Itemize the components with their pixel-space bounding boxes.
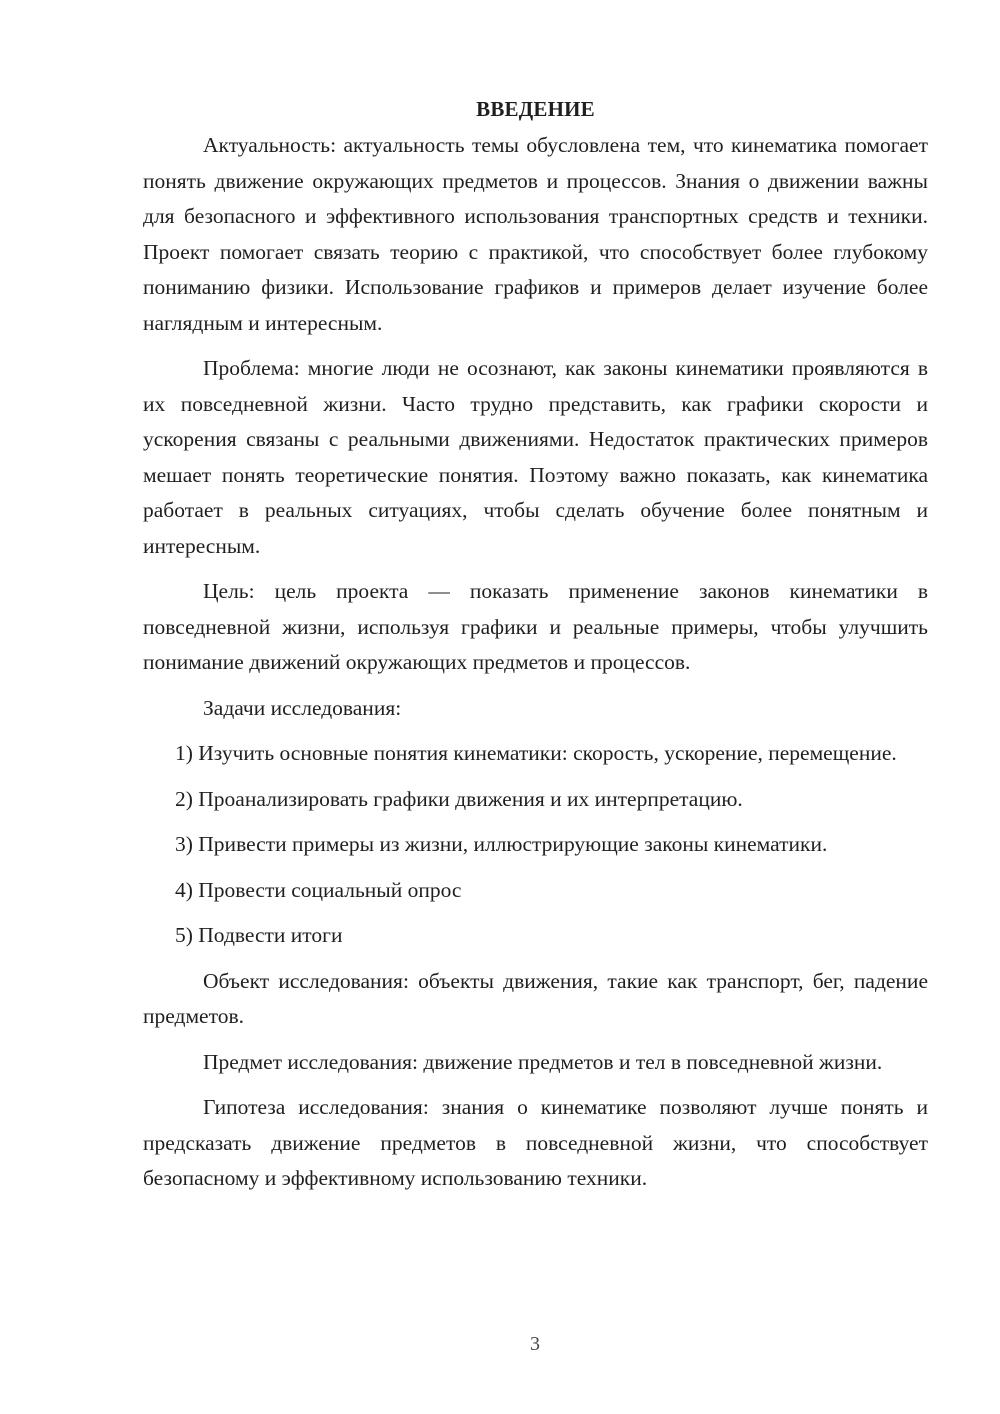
- paragraph-subject: Предмет исследования: движение предметов и тел в повседневной жизни.: [203, 1049, 883, 1074]
- document-page: [143, 92, 928, 1207]
- paragraph-goal: Цель: цель проекта — показать применение законов кинематики в повседневной жизни, используя графики и реальные примеры, чтобы улучшить понимание движений окружающих предметов и процессов.: [143, 579, 928, 674]
- list-item: 3) Привести примеры из жизни, иллюстрирующие законы кинематики.: [175, 832, 828, 856]
- list-item: 1) Изучить основные понятия кинематики: скорость, ускорение, перемещение.: [175, 741, 897, 765]
- paragraph-hypothesis: Гипотеза исследования: знания о кинематике позволяют лучше понять и предсказать движение предметов в повседневной жизни, что способствует безопасному и эффективному использованию техники.: [143, 1095, 928, 1190]
- paragraph-problem: Проблема: многие люди не осознают, как законы кинематики проявляются в их повседневной жизни. Часто трудно представить, как графики скорости и ускорения связаны с реальными движениями. Недостаток практических примеров мешает понять теоретические понятия. Поэтому важно показать, как кинематика работает в реальных ситуациях, чтобы сделать обучение более понятным и интересным.: [143, 356, 928, 558]
- page-number: 3: [530, 1333, 540, 1355]
- list-item: 4) Провести социальный опрос: [175, 877, 462, 902]
- tasks-title: Задачи исследования:: [203, 695, 402, 720]
- paragraph-relevance: Актуальность: актуальность темы обусловлена тем, что кинематика помогает понять движение окружающих предметов и процессов. Знания о движении важны для безопасного и эффективного использования транспортных средств и техники. Проект помогает связать теорию с практикой, что способствует более глубокому пониманию физики. Использование графиков и примеров делает изучение более наглядным и интересным.: [143, 133, 928, 335]
- page-title: ВВЕДЕНИЕ: [476, 97, 595, 121]
- list-item: 2) Проанализировать графики движения и их интерпретацию.: [175, 786, 743, 811]
- paragraph-object: Объект исследования: объекты движения, такие как транспорт, бег, падение предметов.: [143, 968, 928, 1028]
- tasks-list: [143, 736, 928, 954]
- list-item: 5) Подвести итоги: [175, 923, 343, 947]
